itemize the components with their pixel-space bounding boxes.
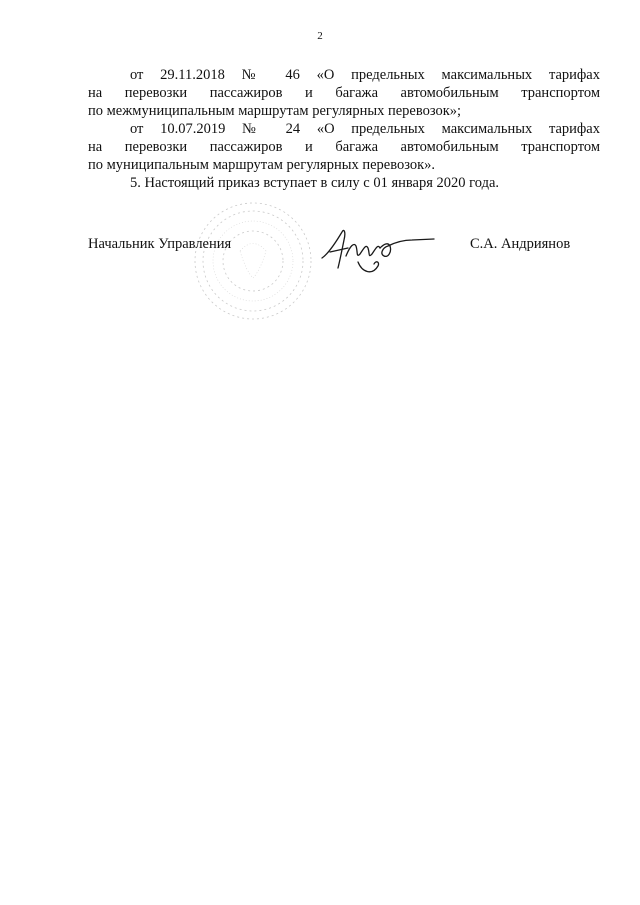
paragraph-effective-date [88,174,600,192]
paragraph-line: на перевозки пассажиров и багажа автомобильным транспортом [88,139,600,155]
paragraph-repeal-order-24 [88,120,600,174]
paragraph-line: 5. Настоящий приказ вступает в силу с 01 января 2020 года. [130,175,500,191]
paragraph-line: от 29.11.2018 № 46 «О предельных максимальных тарифах [130,67,600,83]
signatory-name: С.А. Андриянов [470,236,571,252]
handwritten-signature [318,218,438,278]
paragraph-line: от 10.07.2019 № 24 «О предельных максимальных тарифах [130,121,600,137]
paragraph-line: на перевозки пассажиров и багажа автомобильным транспортом [88,85,600,101]
signatory-position: Начальник Управления [88,236,232,252]
paragraph-repeal-order-46 [88,66,600,120]
paragraph-line: по муниципальным маршрутам регулярных перевозок». [88,157,436,173]
official-stamp [188,196,318,326]
paragraph-line: по межмуниципальным маршрутам регулярных перевозок»; [88,103,462,119]
page-number: 2 [317,30,323,42]
